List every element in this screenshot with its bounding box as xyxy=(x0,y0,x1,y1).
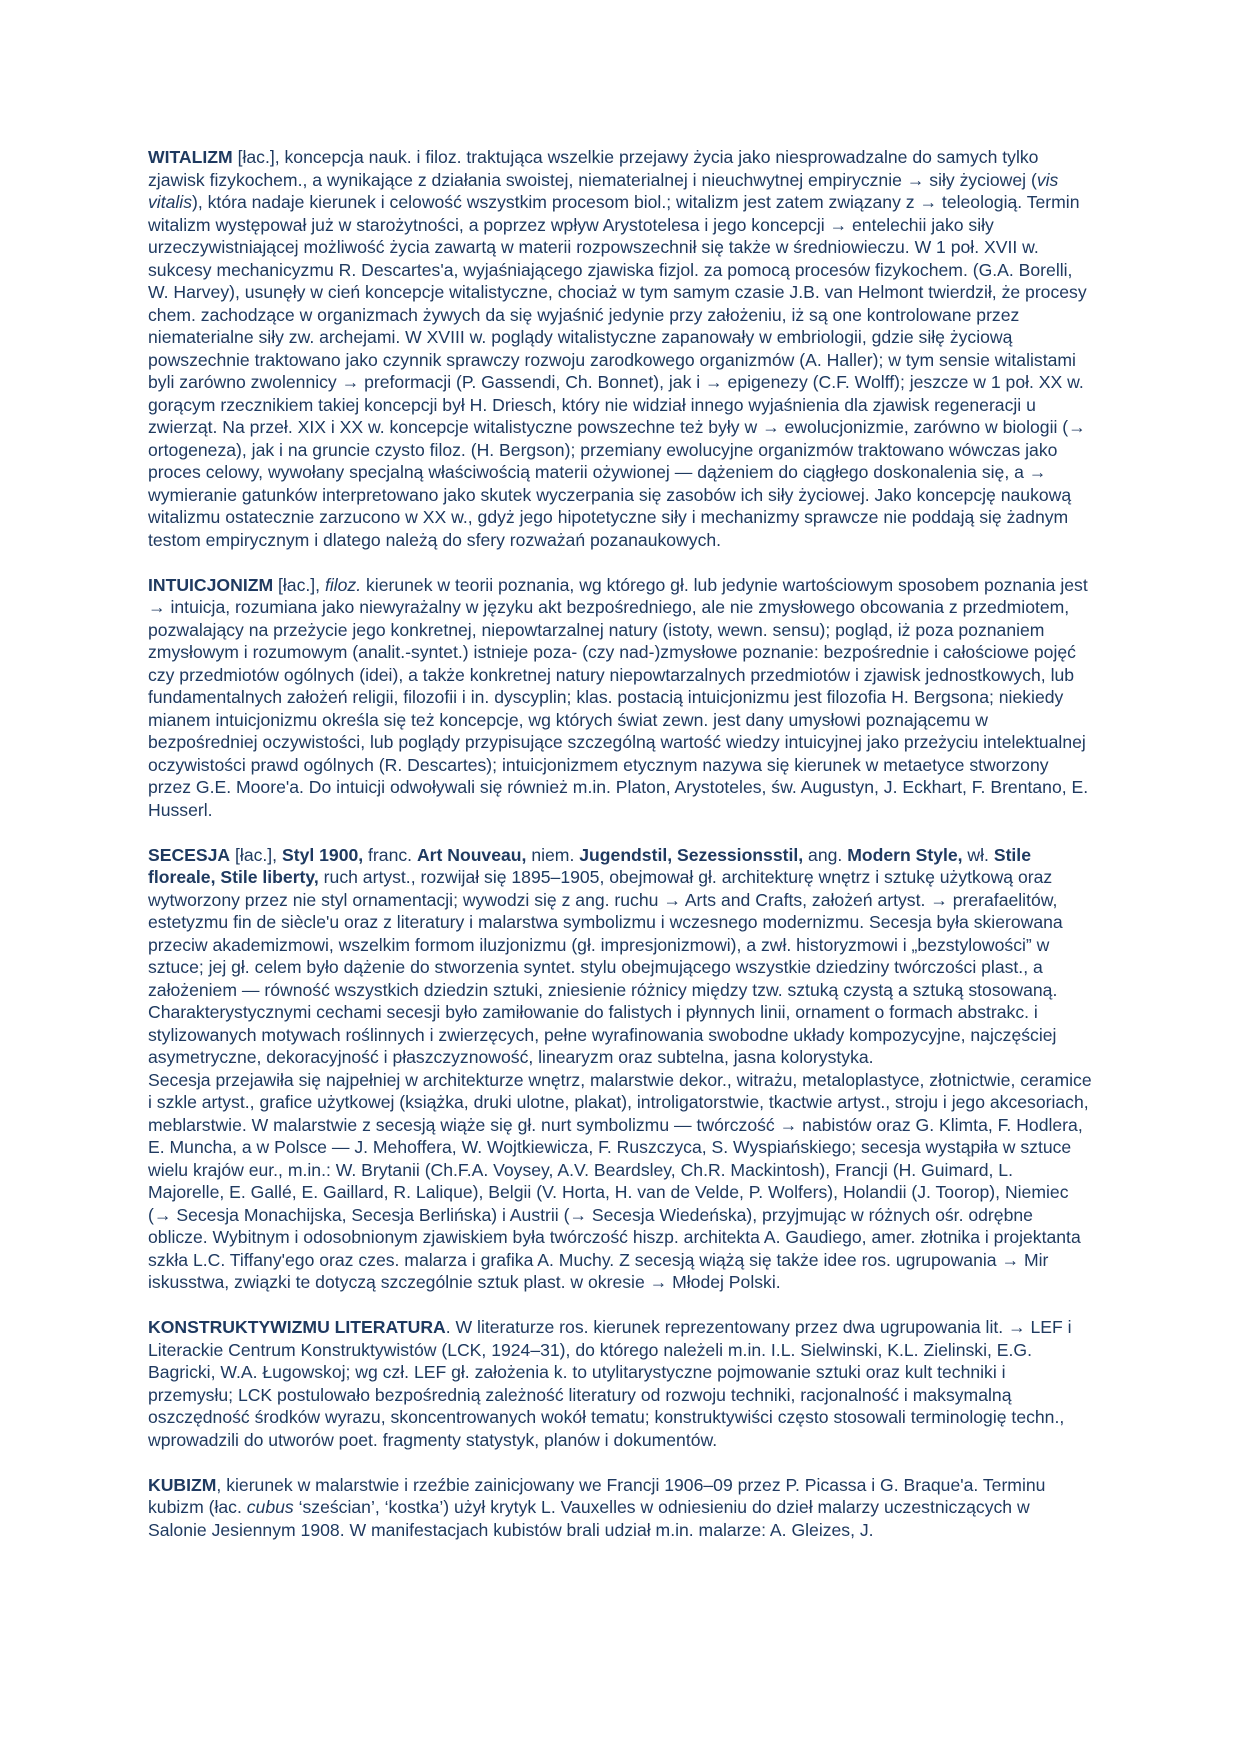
entry-text: [łac.], koncepcja nauk. i filoz. traktująca wszelkie przejawy życia jako niesprowadzalne do samych tylko zjawisk fizykochem., a wynikające z działania swoistej, niematerialnej i nieuchwytnej empirycznie → siły życiowej ( xyxy=(148,147,1039,190)
entry-text-italic: filoz. xyxy=(324,574,362,595)
entry-term: WITALIZM xyxy=(148,147,233,167)
entry-text-bold: Art Nouveau, xyxy=(416,844,527,865)
entry-witalizm xyxy=(148,146,1092,551)
entry-term: KUBIZM xyxy=(148,1474,217,1495)
entry-text: ‘sześcian’, ‘kostka’) użył krytyk L. Vauxelles w odniesieniu do dzieł malarzy uczestniczących w Salonie Jesiennym 1908. W manifestacjach kubistów brali udział m.in. malarze: A. Gleizes, J. xyxy=(148,1497,1030,1540)
entry-text: [łac.], xyxy=(273,574,325,595)
entry-paragraph xyxy=(148,1069,1092,1294)
document-page xyxy=(148,146,1092,1564)
entry-term: INTUICJONIZM xyxy=(148,574,274,595)
entry-text: ), która nadaje kierunek i celowość wszystkim procesom biol.; witalizm jest zatem związany z → teleologią. Termin witalizm występował już w starożytności, a poprzez wpływ Arystotelesa i jego koncepcji → entelechii jako siły urzeczywistniającej możliwość życia zawartą w materii rozpowszechnił się także w średniowieczu. W 1 poł. XVII w. sukcesy mechanicyzmu R. Descartes'a, wyjaśniającego zjawiska fizjol. za pomocą procesów fizykochem. (G.A. Borelli, W. Harvey), usunęły w cień koncepcje witalistyczne, chociaż w tym samym czasie J.B. van Helmont twierdził, że procesy chem. zachodzące w organizmach żywych da się wyjaśnić jedynie przy założeniu, iż są one kontrolowane przez niematerialne siły zw. archejami. W XVIII w. poglądy witalistyczne zapanowały w embriologii, gdzie siłę życiową powszechnie traktowano jako czynnik sprawczy rozwoju zarodkowego organizmów (A. Haller); w tym sensie witalistami byli zarówno zwolennicy → preformacji (P. Gassendi, Ch. Bonnet), jak i → epigenezy (C.F. Wolff); jeszcze w 1 poł. XX w. gorącym rzecznikiem takiej koncepcji był H. Driesch, który nie widział innego wyjaśnienia dla zjawisk regeneracji u zwierząt. Na przeł. XIX i XX w. koncepcje witalistyczne powszechne też były w → ewolucjonizmie, zarówno w biologii (→ ortogeneza), jak i na gruncie czysto filoz. (H. Bergson); przemiany ewolucyjne organizmów traktowano wówczas jako proces celowy, wywołany specjalną właściwością materii ożywionej — dążeniem do ciągłego doskonalenia się, a → wymieranie gatunków interpretowano jako skutek wyczerpania się zasobów ich siły życiowej. Jako koncepcję naukową witalizmu ostatecznie zarzucono w XX w., gdyż jego hipotetyczne siły i mechanizmy sprawcze nie poddają się żadnym testom empirycznym i dlatego należą do sfery rozważań pozanaukowych. xyxy=(148,192,1087,550)
entry-paragraph xyxy=(148,146,1092,551)
entry-paragraph xyxy=(148,1474,1092,1542)
entry-text-bold: Jugendstil, Sezessionsstil, xyxy=(579,844,804,865)
entry-text-bold: Stile floreale, Stile liberty, xyxy=(148,844,1031,887)
entry-text: niem. xyxy=(526,844,580,865)
entry-paragraph xyxy=(148,574,1092,822)
entry-paragraph xyxy=(148,1316,1092,1451)
entry-text-bold: Modern Style, xyxy=(847,844,963,865)
entry-kubizm xyxy=(148,1474,1092,1542)
entry-paragraph xyxy=(148,844,1092,1069)
entry-text: ang. xyxy=(803,844,848,865)
entry-text-italic: cubus xyxy=(246,1497,294,1517)
entry-term: SECESJA xyxy=(148,844,231,865)
entry-text: Secesja przejawiła się najpełniej w architekturze wnętrz, malarstwie dekor., witrażu, metaloplastyce, złotnictwie, ceramice i szkle artyst., grafice użytkowej (książka, druki ulotne, plakat), introligatorstwie, tkactwie artyst., stroju i jego akcesoriach, meblarstwie. W malarstwie z secesją wiąże się gł. nurt symbolizmu — twórczość → nabistów oraz G. Klimta, F. Hodlera, E. Muncha, a w Polsce — J. Mehoffera, W. Wojtkiewicza, F. Ruszczyca, S. Wyspiańskiego; secesja wystąpiła w sztuce wielu krajów eur., m.in.: W. Brytanii (Ch.F.A. Voysey, A.V. Beardsley, Ch.R. Mackintosh), Francji (H. Guimard, L. Majorelle, E. Gallé, E. Gaillard, R. Lalique), Belgii (V. Horta, H. van de Velde, P. Wolfers), Holandii (J. Toorop), Niemiec (→ Secesja Monachijska, Secesja Berlińska) i Austrii (→ Secesja Wiedeńska), przyjmując w różnych ośr. odrębne oblicze. Wybitnym i odosobnionym zjawiskiem była twórczość hiszp. architekta A. Gaudiego, amer. złotnika i projektanta szkła L.C. Tiffany'ego oraz czes. malarza i grafika A. Muchy. Z secesją wiążą się także idee ros. ugrupowania → Mir iskusstwa, związki te dotyczą szczególnie sztuk plast. w okresie → Młodej Polski. xyxy=(148,1069,1092,1292)
entry-text-bold: Styl 1900, xyxy=(281,844,364,865)
entry-text: franc. xyxy=(363,844,417,865)
entry-text: ruch artyst., rozwijał się 1895–1905, obejmował gł. architekturę wnętrz i sztukę użytkową oraz wytworzony przez nie styl ornamentacji; wywodzi się z ang. ruchu → Arts and Crafts, założeń artyst. → prerafaelitów, estetyzmu fin de siècle'u oraz z literatury i malarstwa symbolizmu i wczesnego modernizmu. Secesja była skierowana przeciw akademizmowi, wszelkim formom iluzjonizmu (gł. impresjonizmowi), a zwł. historyzmowi i „bezstylowości” w sztuce; jej gł. celem było dążenie do stworzenia syntet. stylu obejmującego wszystkie dziedziny twórczości plast., a założeniem — równość wszystkich dziedzin sztuki, zniesienie różnicy między tzw. sztuką czystą a sztuką stosowaną. Charakterystycznymi cechami secesji było zamiłowanie do falistych i płynnych linii, ornament o formach abstrakc. i stylizowanych motywach roślinnych i zwierzęcych, pełne wyrafinowania swobodne układy kompozycyjne, najczęściej asymetryczne, dekoracyjność i płaszczyznowość, linearyzm oraz subtelna, jasna kolorystyka. xyxy=(148,867,1063,1067)
entry-secesja xyxy=(148,844,1092,1294)
entry-text: . W literaturze ros. kierunek reprezentowany przez dwa ugrupowania lit. → LEF i Literackie Centrum Konstruktywistów (LCK, 1924–31), do którego należeli m.in. I.L. Sielwinski, K.L. Zielinski, E.G. Bagricki, W.A. Ługowskoj; wg czł. LEF gł. założenia k. to utylitarystyczne pojmowanie sztuki oraz kult techniki i przemysłu; LCK postulowało bezpośrednią zależność literatury od rozwoju techniki, racjonalność i maksymalną oszczędność środków wyrazu, skoncentrowanych wokół tematu; konstruktywiści często stosowali terminologię techn., wprowadzili do utworów poet. fragmenty statystyk, planów i dokumentów. xyxy=(148,1317,1072,1450)
entry-text: kierunek w teorii poznania, wg którego gł. lub jedynie wartościowym sposobem poznania jest → intuicja, rozumiana jako niewyrażalny w języku akt bezpośredniego, ale nie zmysłowego obcowania z przedmiotem, pozwalający na przeżycie jego konkretnej, niepowtarzalnej natury (istoty, wewn. sensu); pogląd, iż poza poznaniem zmysłowym i rozumowym (analit.-syntet.) istnieje poza- (czy nad-)zmysłowe poznanie: bezpośrednie i całościowe pojęć czy przedmiotów ogólnych (idei), a także konkretnej natury niepowtarzalnych przedmiotów i zjawisk jednostkowych, lub fundamentalnych założeń religii, filozofii i in. dyscyplin; klas. postacią intuicjonizmu jest filozofia H. Bergsona; niekiedy mianem intuicjonizmu określa się też koncepcje, wg których świat zewn. jest dany umysłowi poznającemu w bezpośredniej oczywistości, lub poglądy przypisujące szczególną wartość wiedzy intuicyjnej jako przeżyciu intelektualnej oczywistości prawd ogólnych (R. Descartes); intuicjonizmem etycznym nazywa się kierunek w metaetyce stworzony przez G.E. Moore'a. Do intuicji odwoływali się również m.in. Platon, Arystoteles, św. Augustyn, J. Eckhart, F. Brentano, E. Husserl. xyxy=(148,574,1089,820)
entry-term: KONSTRUKTYWIZMU LITERATURA xyxy=(148,1317,446,1337)
entry-text-italic: vis vitalis xyxy=(148,169,1059,212)
entry-konstruktywizm xyxy=(148,1316,1092,1451)
entry-text: [łac.], xyxy=(230,844,282,865)
entry-intuicjonizm xyxy=(148,574,1092,822)
entry-text: wł. xyxy=(962,844,994,865)
entry-text: , kierunek w malarstwie i rzeźbie zainicjowany we Francji 1906–09 przez P. Picassa i G. Braque'a. Terminu kubizm (łac. xyxy=(148,1474,1046,1517)
